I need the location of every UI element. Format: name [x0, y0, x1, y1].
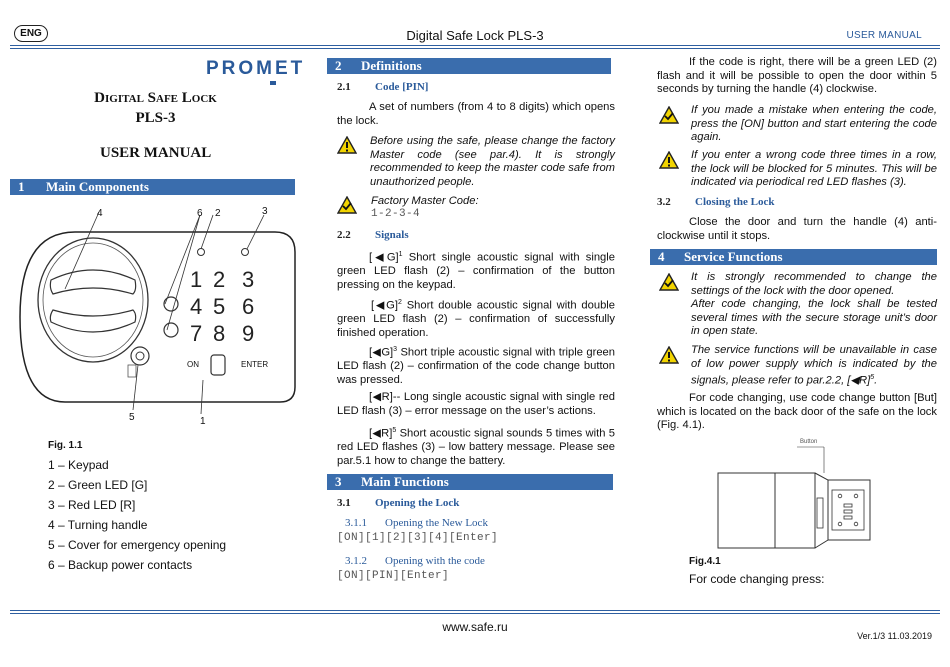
- subsection-2-2: 2.2 Signals: [337, 229, 409, 241]
- language-badge: ENG: [14, 25, 48, 42]
- section-3-header: 3 Main Functions: [327, 474, 613, 490]
- open-with-code-sequence: [ON][PIN][Enter]: [337, 570, 450, 582]
- master-code-warning: Before using the safe, please change the factory Master code (see par.4). It is strongly recommended to keep the master code safe from unauthorized people.: [370, 135, 615, 188]
- header-title: Digital Safe Lock PLS-3: [406, 28, 544, 43]
- header-right-label: USER MANUAL: [846, 30, 922, 41]
- code-changing-intro: For code changing press:: [689, 572, 825, 586]
- doc-title: Digital Safe Lock PLS-3: [94, 90, 217, 126]
- key-3: 3: [242, 267, 255, 292]
- signal-g2: [◀G]$^2$ Short double acoustic signal with double green LED flash (2) – confirmation of successfully finished operation.: [337, 299, 615, 339]
- callout-1: 1: [200, 416, 206, 427]
- section-4-header: 4 Service Functions: [650, 249, 937, 265]
- key-5: 5: [213, 294, 226, 319]
- button-callout-label: Button: [800, 439, 818, 445]
- subsection-3-1: 3.1 Opening the Lock: [337, 497, 460, 509]
- callout-3: 3: [262, 206, 268, 217]
- lock-figure: [15, 202, 300, 432]
- section-1-header: 1 Main Components: [10, 179, 295, 195]
- footer-url: www.safe.ru: [442, 620, 508, 634]
- key-4: 4: [190, 294, 203, 319]
- subsection-3-1-1: 3.1.1 Opening the New Lock: [345, 517, 488, 529]
- check-icon: [337, 196, 357, 214]
- pin-definition: A set of numbers (from 4 to 8 digits) which opens the lock.: [337, 101, 615, 127]
- list-item: 4 – Turning handle: [48, 518, 148, 532]
- key-0: [214, 352, 223, 370]
- callout-5: 5: [129, 412, 135, 423]
- components-list: [48, 458, 226, 578]
- key-2: 2: [213, 267, 226, 292]
- callout-4: 4: [97, 208, 103, 219]
- signal-r-long: [◀R]-- Long single acoustic signal with single red LED flash (3) – error message on the user’s actions.: [337, 391, 615, 417]
- key-on: ON: [187, 360, 199, 369]
- settings-recommendation: It is strongly recommended to change the settings of the lock with the door opened. After code changing, the lock shall be tested several times with the secure storage unit’s door in open state.: [691, 271, 937, 337]
- key-7: 7: [190, 321, 203, 346]
- check-icon: [659, 273, 679, 291]
- subsection-3-2: 3.2 Closing the Lock: [657, 196, 775, 208]
- open-new-lock-sequence: [ON][1][2][3][4][Enter]: [337, 532, 499, 544]
- key-8: 8: [213, 321, 226, 346]
- signal-g3: [◀G]$^3$ Short triple acoustic signal with triple green LED flash (2) – confirmation of the code change button was pressed.: [337, 346, 615, 386]
- warning-icon: [659, 346, 679, 364]
- key-9: 9: [242, 321, 255, 346]
- signal-r5: [◀R]$^5$ Short acoustic signal sounds 5 times with 5 red LED flashes (3) – low battery message. Please see par.5.1 how to change the battery.: [337, 427, 615, 467]
- list-item: 5 – Cover for emergency opening: [48, 538, 227, 552]
- code-right-paragraph: If the code is right, there will be a green LED (2) flash and it will be possible to open the door within 5 seconds by turning the handle (4) clockwise.: [657, 56, 937, 95]
- header-rule-2: [10, 48, 940, 49]
- list-item: 1 – Keypad: [48, 458, 109, 472]
- list-item: 6 – Backup power contacts: [48, 558, 193, 572]
- footer-rule: [10, 610, 940, 611]
- check-icon: [659, 106, 679, 124]
- blocked-warning: If you enter a wrong code three times in a row, the lock will be blocked for 5 minutes. This will be indicated via periodical red LED flashes (3).: [691, 149, 937, 188]
- safe-figure: [710, 438, 890, 553]
- footer-version: Ver.1/3 11.03.2019: [857, 631, 932, 641]
- warning-icon: [337, 136, 357, 154]
- mistake-note: If you made a mistake when entering the code, press the [ON] button and start entering the code again.: [691, 104, 937, 143]
- warning-icon: [659, 151, 679, 169]
- section-2-header: 2 Definitions: [327, 58, 611, 74]
- key-enter: ENTER: [241, 360, 269, 369]
- callout-2: 2: [215, 208, 221, 219]
- list-item: 2 – Green LED [G]: [48, 478, 148, 492]
- factory-code-value: 1-2-3-4: [371, 208, 421, 220]
- factory-code-label: Factory Master Code:: [371, 195, 479, 207]
- key-1: 1: [190, 267, 203, 292]
- low-power-warning: The service functions will be unavailable in case of low power supply which is indicated by the signals, please refer to par.2.2, [◀R]$^5$.: [691, 344, 937, 387]
- callout-6: 6: [197, 208, 203, 219]
- header-rule: [10, 45, 940, 46]
- closing-paragraph: Close the door and turn the handle (4) anti-clockwise until it stops.: [657, 216, 937, 242]
- logo: PROMET: [206, 58, 305, 85]
- doc-subtitle: USER MANUAL: [100, 145, 212, 161]
- figure-1-1-label: Fig. 1.1: [48, 440, 83, 451]
- figure-4-1-label: Fig.4.1: [689, 556, 721, 567]
- list-item: 3 – Red LED [R]: [48, 498, 136, 512]
- footer-rule-2: [10, 613, 940, 614]
- signal-g1: [◀G]$^1$ Short single acoustic signal with single green LED flash (2) – confirmation of the button pressing on the keypad.: [337, 251, 615, 291]
- subsection-3-1-2: 3.1.2 Opening with the code: [345, 555, 485, 567]
- code-change-paragraph: For code changing, use code change button [But] which is located on the back door of the safe on the lock (Fig. 4.1).: [657, 392, 937, 431]
- key-6: 6: [242, 294, 255, 319]
- subsection-2-1: 2.1 Code [PIN]: [337, 81, 429, 93]
